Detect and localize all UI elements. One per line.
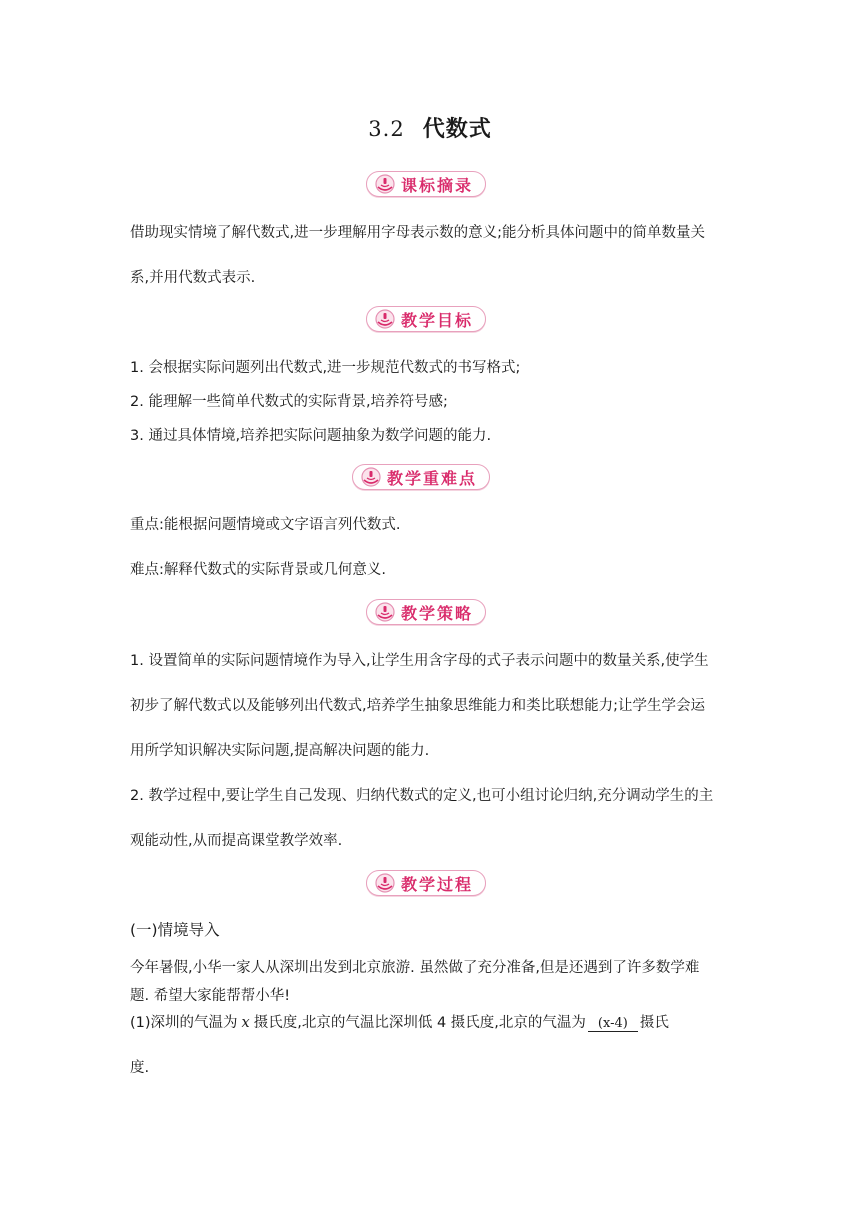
page-title <box>0 112 860 143</box>
q1-part2: 摄氏度,北京的气温比深圳低 4 摄氏度,北京的气温为 <box>253 1015 586 1031</box>
title-number: 3.2 <box>368 117 405 141</box>
badge-icon <box>373 309 397 329</box>
celue-line-5: 观能动性,从而提高课堂教学效率. <box>130 833 343 849</box>
section-label-kebiao: 课标摘录 <box>401 175 474 195</box>
celue-line-1: 1. 设置简单的实际问题情境作为导入,让学生用含字母的式子表示问题中的数量关系,使学生 <box>130 653 709 669</box>
celue-line-3: 用所学知识解决实际问题,提高解决问题的能力. <box>130 743 430 759</box>
q1-variable: x <box>241 1015 250 1031</box>
section-badge-celue <box>366 599 486 625</box>
mubiao-item-2: 2. 能理解一些简单代数式的实际背景,培养符号感; <box>130 394 448 410</box>
kebiao-line-1: 借助现实情境了解代数式,进一步理解用字母表示数的意义;能分析具体问题中的简单数量关 <box>130 225 705 241</box>
title-text: 代数式 <box>422 117 492 142</box>
section-label-zhongnandian: 教学重难点 <box>387 468 478 488</box>
q1-part1: (1)深圳的气温为 <box>130 1015 238 1031</box>
badge-icon <box>373 174 397 194</box>
section-label-mubiao: 教学目标 <box>401 310 474 330</box>
mubiao-item-1: 1. 会根据实际问题列出代数式,进一步规范代数式的书写格式; <box>130 360 521 376</box>
nandian-text: 难点:解释代数式的实际背景或几何意义. <box>130 562 386 578</box>
section-label-celue: 教学策略 <box>401 603 474 623</box>
guocheng-subheading: (一)情境导入 <box>130 921 220 939</box>
mubiao-item-3: 3. 通过具体情境,培养把实际问题抽象为数学问题的能力. <box>130 428 492 444</box>
section-badge-kebiao <box>366 171 486 197</box>
badge-icon <box>359 467 383 487</box>
intro-line-2: 题. 希望大家能帮帮小华! <box>130 988 291 1004</box>
celue-line-4: 2. 教学过程中,要让学生自己发现、归纳代数式的定义,也可小组讨论归纳,充分调动学生的主 <box>130 788 714 804</box>
question-1 <box>130 1011 669 1032</box>
section-badge-guocheng <box>366 870 486 896</box>
section-badge-zhongnandian <box>352 464 490 490</box>
section-label-guocheng: 教学过程 <box>401 874 474 894</box>
kebiao-line-2: 系,并用代数式表示. <box>130 270 256 286</box>
q1-answer-blank: (x-4) <box>588 1016 638 1032</box>
q1-part3: 摄氏 <box>639 1015 669 1031</box>
badge-icon <box>373 602 397 622</box>
section-badge-mubiao <box>366 306 486 332</box>
badge-icon <box>373 873 397 893</box>
celue-line-2: 初步了解代数式以及能够列出代数式,培养学生抽象思维能力和类比联想能力;让学生学会运 <box>130 698 705 714</box>
intro-line-1: 今年暑假,小华一家人从深圳出发到北京旅游. 虽然做了充分准备,但是还遇到了许多数学难 <box>130 960 700 976</box>
question-1-continued: 度. <box>130 1060 150 1076</box>
zhongdian-text: 重点:能根据问题情境或文字语言列代数式. <box>130 517 401 533</box>
